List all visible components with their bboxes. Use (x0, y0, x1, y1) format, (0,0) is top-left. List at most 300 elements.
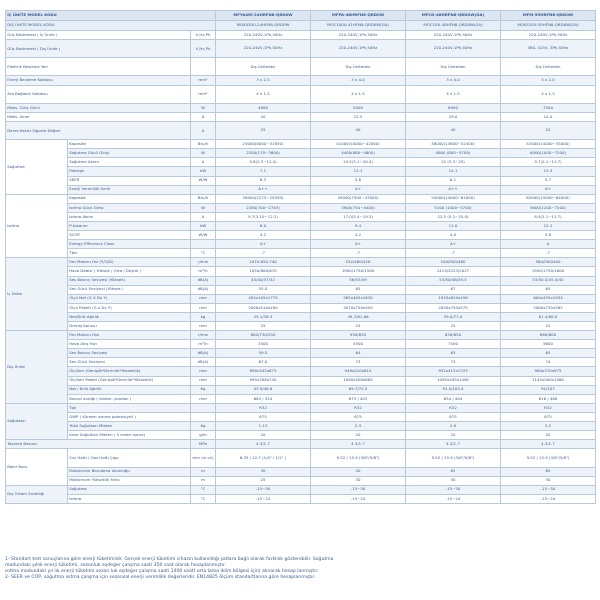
spec-value: 7.1 (216, 167, 311, 176)
section-label: Dış Ortam Sıcaklığı (6, 485, 68, 503)
spec-value: 5100 (1000~5700) (406, 203, 501, 212)
spec-value: 65 (311, 285, 406, 294)
spec-row (6, 31, 596, 40)
spec-value: 1900/1750/1500 (311, 267, 406, 276)
spec-row (6, 267, 596, 276)
spec-value: 1145x500x1080 (501, 376, 596, 385)
spec-unit (191, 240, 216, 249)
spec-value: 67 (406, 285, 501, 294)
spec-value: 800/730/550 (216, 331, 311, 340)
spec-value: 675 (216, 412, 311, 421)
spec-label: Maks. Giriş Gücü (6, 103, 191, 112)
spec-value: 11.0 (406, 221, 501, 230)
model-code: MOC10U-48HFN8-QRD0W(GA) (406, 21, 501, 31)
footnote-line: ısıtma modundaki yıl lık enerji tüketimi sezon luk eşdeğer çalışma saati 1400 saat( orta lama iklim bölgesi için) alınarak hesap lanmıştır. (5, 569, 319, 574)
spec-label: Net / Brüt Ağırlık (68, 385, 191, 394)
spec-label: Ses Basınç Seviyesi (68, 349, 191, 358)
spec-value: 22.5 (311, 112, 406, 121)
spec-unit: r/min (191, 258, 216, 267)
spec-unit: mm (191, 376, 216, 385)
spec-row (6, 349, 596, 358)
spec-value: 4.2 (216, 231, 311, 240)
spec-value: 675 (501, 412, 596, 421)
spec-unit: V,Hz,Ph (191, 40, 216, 58)
spec-row (6, 121, 596, 139)
spec-value: 4.3/1.7 (216, 440, 311, 449)
spec-label: Ölçü Net (G X Dx Y) (68, 294, 191, 303)
spec-row (6, 185, 596, 194)
spec-unit: A (191, 112, 216, 121)
spec-label: Konsol aralığı ( önden- yandan ) (68, 394, 191, 403)
spec-unit: A (191, 158, 216, 167)
spec-label: Soğutma Gücü Girişi (68, 149, 191, 158)
spec-value: 4.0 (406, 231, 501, 240)
spec-value: 63 (406, 349, 501, 358)
model-code: MOX320U-55HFN8-QRD0W(GA) (501, 21, 596, 31)
spec-label: Isıtma Gücü Girişi (68, 203, 191, 212)
spec-value: 220-240V,1Ph,50Hz (216, 40, 311, 58)
footnote-line: modundaki yıllık enerji tüketimi, sezonluk eşdeğer çalışma saati 350 saat olarak hesaplanmıştır. (5, 563, 226, 568)
spec-row (6, 76, 596, 85)
footnote-line: 1- Standart test sonuçlarına göre enerji tüketimidir. Gerçek enerji tüketimi cihazın kullanıldığı şatlara bağlı olarak farklılık gösterebilir. Soğutma (5, 557, 334, 562)
spec-value: 9.52 / 15.9 (3/8"/5/8") (311, 449, 406, 467)
spec-value: 2.9 (406, 422, 501, 431)
spec-value: 9.7(3.10~12.2) (216, 212, 311, 221)
spec-value: 1095x495x1490 (406, 376, 501, 385)
spec-value: 15.3 (501, 167, 596, 176)
spec-label: Maksimum Yükseklik Farkı (68, 476, 191, 485)
spec-value: 2050x750x575 (406, 303, 501, 312)
spec-value: 4.3/1.7 (501, 440, 596, 449)
spec-label: Isıtma Akımı (68, 212, 191, 221)
header-label: İÇ ÜNİTE MODEL KODU (6, 11, 216, 21)
model-code: MFYA4RI-24HRFN8-QRD0W (216, 11, 311, 21)
spec-value: A+ (311, 240, 406, 249)
spec-row (6, 449, 596, 467)
spec-value: 220-240V,1Ph,50Hz (216, 31, 311, 40)
spec-value: 3.2 (501, 422, 596, 431)
spec-value: 65 (501, 467, 596, 476)
spec-value: 540/500/460 (406, 258, 501, 267)
spec-unit: r/min (191, 331, 216, 340)
spec-value: A+ (216, 240, 311, 249)
spec-unit (191, 403, 216, 412)
spec-value: 26000(2275~29350) (216, 194, 311, 203)
spec-unit: kW (191, 221, 216, 230)
spec-label: Ses Gücü Seviyesi (Yüksek ) (68, 285, 191, 294)
spec-unit: W (191, 203, 216, 212)
spec-label: Kapasite (68, 194, 191, 203)
spec-unit: Kg (191, 422, 216, 431)
spec-label: İlave Soğutkan Miktarı ( 5 mden sonra) (68, 431, 191, 440)
spec-row (6, 494, 596, 503)
spec-value: Dış Üniteden (216, 58, 311, 76)
spec-value: 14.1 (406, 167, 501, 176)
spec-value: 40 (311, 121, 406, 139)
spec-label: Yükü Soğutkan Miktarı (68, 422, 191, 431)
spec-value: 30 (311, 476, 406, 485)
spec-value: 5 x 2.0 (501, 76, 596, 85)
spec-unit: Kg (191, 385, 216, 394)
spec-row (6, 394, 596, 403)
spec-value: 890x342x673 (216, 367, 311, 376)
spec-value: 673 / 403 (311, 394, 406, 403)
spec-value: 405x105x1775 (216, 294, 311, 303)
spec-label: Enerji Besleme Kablosu (6, 76, 191, 85)
spec-value: 30 (406, 476, 501, 485)
spec-label: SCOP (68, 231, 191, 240)
model-code: MFPA-48HRFN8-QRD0W (311, 11, 406, 21)
spec-value: 952x415x1333 (406, 367, 501, 376)
spec-unit: m³/h (191, 340, 216, 349)
spec-value: 73 (406, 358, 501, 367)
section-label: İç Ünite (6, 258, 68, 331)
spec-value: 4.2 (311, 231, 406, 240)
spec-label: Enerji Verimlilik Sınıfı (68, 185, 191, 194)
spec-value: -7 (501, 249, 596, 258)
spec-value: 5.8 (311, 176, 406, 185)
spec-value: 73 (311, 358, 406, 367)
spec-value: 29.0 (406, 112, 501, 121)
spec-value: 25 (311, 322, 406, 331)
spec-unit: mm (191, 294, 216, 303)
spec-row (6, 367, 596, 376)
spec-unit: W (191, 149, 216, 158)
spec-value: 14.0 (501, 112, 596, 121)
spec-value: 2080x735x585 (501, 303, 596, 312)
spec-value: -15~24 (311, 494, 406, 503)
spec-value: 220-240V,1Ph,50Hz (311, 40, 406, 58)
spec-unit: dB(A) (191, 349, 216, 358)
spec-value: 9.52 / 15.9 (3/8"/5/8") (406, 449, 501, 467)
spec-unit: mm (191, 367, 216, 376)
header2-row (6, 21, 596, 31)
spec-label: Tbiv (68, 249, 191, 258)
spec-value: 20 (501, 431, 596, 440)
spec-label: Ara Bağlantı Kablosu (6, 85, 191, 103)
spec-value: 3500 (216, 340, 311, 349)
spec-row (6, 340, 596, 349)
spec-value: 25 (501, 121, 596, 139)
spec-label: Maksimum Borulama Uzunluğu (68, 467, 191, 476)
spec-row (6, 212, 596, 221)
header2-label: DIŞ ÜNİTE MODEL KODU (6, 21, 216, 31)
spec-unit (191, 185, 216, 194)
spec-label: Hava Akış Hızı (68, 340, 191, 349)
spec-unit: °C (191, 249, 216, 258)
spec-row (6, 167, 596, 176)
spec-row (6, 385, 596, 394)
spec-value: 6.0 (216, 221, 311, 230)
spec-value: 12.1 (501, 221, 596, 230)
spec-value: A+ (311, 185, 406, 194)
spec-value: 1050/800/670 (216, 267, 311, 276)
spec-value: R32 (216, 403, 311, 412)
spec-value: 9.7(2.1~11.7) (501, 158, 596, 167)
spec-table-body (6, 11, 596, 504)
spec-value: 675 (311, 412, 406, 421)
spec-row (6, 303, 596, 312)
spec-value: 585x405x1830 (311, 294, 406, 303)
spec-value: 995x398x740 (216, 376, 311, 385)
spec-value: 3 x 2.5 (216, 76, 311, 85)
spec-unit: °C (191, 494, 216, 503)
spec-value: 9.4 (311, 221, 406, 230)
spec-row (6, 221, 596, 230)
spec-value: A+ (501, 185, 596, 194)
spec-row (6, 149, 596, 158)
section-label: Dış Ünite (6, 331, 68, 404)
spec-value: 65 (501, 285, 596, 294)
spec-unit: mm (191, 303, 216, 312)
spec-value: 2200(170~3800) (216, 149, 311, 158)
spec-value: A+ (406, 240, 501, 249)
spec-row (6, 240, 596, 249)
spec-unit: A (191, 121, 216, 139)
spec-value: 22.5 (5.2~25.0) (406, 212, 501, 221)
spec-value: 52000(14000~55000) (501, 140, 596, 149)
spec-value: -7 (311, 249, 406, 258)
spec-value: 1090x500x885 (311, 376, 406, 385)
spec-value: Dış Üniteden (501, 58, 596, 76)
spec-value: 532/480/428 (311, 258, 406, 267)
spec-value: 220-240V,1Ph,50Hz (406, 31, 501, 40)
spec-unit: °C (191, 485, 216, 494)
spec-row (6, 85, 596, 103)
spec-value: 5500 (311, 340, 406, 349)
spec-row (6, 40, 596, 58)
spec-value: -7 (406, 249, 501, 258)
spec-row (6, 431, 596, 440)
spec-row (6, 158, 596, 167)
spec-value: 74 (501, 358, 596, 367)
spec-value: 634 / 404 (406, 394, 501, 403)
spec-value: 6.35 / 12.7 (1/4" / 1/2" ) (216, 449, 311, 467)
spec-label: Soğutma (68, 485, 191, 494)
spec-unit: W/W (191, 176, 216, 185)
spec-label: Pdesign (68, 167, 191, 176)
spec-unit: m³/h (191, 267, 216, 276)
spec-value: 25 (216, 322, 311, 331)
spec-label: Ölçüleri Paketi (Genişlik*Derinlik*Yükseklik) (68, 376, 191, 385)
spec-value: -15~24 (501, 494, 596, 503)
spec-value: 3 x 4.0 (311, 76, 406, 85)
header-row (6, 11, 596, 21)
spec-unit: mm (191, 322, 216, 331)
spec-row (6, 440, 596, 449)
spec-value: 5000 (311, 103, 406, 112)
spec-row (6, 285, 596, 294)
spec-value: 91.5/105.4 (406, 385, 501, 394)
spec-value: 7500 (406, 340, 501, 349)
spec-value: 22 (3.3~25) (406, 158, 501, 167)
spec-value: 53/50.5/45.5/40 (501, 276, 596, 285)
spec-value: 220-240V,1Ph,50Hz (406, 40, 501, 58)
section-label: Soğutkan (6, 403, 68, 439)
spec-value: 69.7/75.5 (311, 385, 406, 394)
spec-value: 61.4/80.0 (501, 312, 596, 321)
spec-value: 5.7 (501, 176, 596, 185)
spec-value: 4 x 1.5 (406, 85, 501, 103)
spec-label: Elektrik Besleme Yeri (6, 58, 191, 76)
spec-value: Dış Üniteden (406, 58, 501, 76)
spec-value: 56/53/49 (311, 276, 406, 285)
spec-row (6, 322, 596, 331)
spec-table (5, 10, 596, 504)
spec-unit (191, 58, 216, 76)
spec-value: Dış Üniteden (311, 58, 406, 76)
spec-sheet (5, 10, 595, 504)
spec-value: 3 x 4.0 (406, 76, 501, 85)
section-label: Soğutma (6, 140, 68, 195)
spec-value: 17.0(3.4~19.3) (311, 212, 406, 221)
spec-value: -15~50 (311, 485, 406, 494)
spec-value: -15~24 (406, 494, 501, 503)
spec-value: 6900 (406, 103, 501, 112)
spec-label: Ölçüleri (Genişlik*Derinlik*Yükseklik) (68, 367, 191, 376)
spec-label: Güç Beslemesi ( İç Ünite ) (6, 31, 191, 40)
spec-value: 4 x 1.5 (501, 85, 596, 103)
spec-row (6, 331, 596, 340)
spec-row (6, 249, 596, 258)
spec-unit: m (191, 467, 216, 476)
spec-value: A++ (406, 185, 501, 194)
spec-value: 2000x510x490 (216, 303, 311, 312)
spec-row (6, 112, 596, 121)
spec-value: 580/500/400 (501, 258, 596, 267)
spec-value: 92/107 (501, 385, 596, 394)
spec-value: 19.5(3.1~20.4) (311, 158, 406, 167)
spec-value: 25 (216, 476, 311, 485)
spec-value: 1935x629x456 (406, 294, 501, 303)
spec-value: 9.8(2.3~12.4) (216, 158, 311, 167)
spec-row (6, 294, 596, 303)
spec-value: 946x410x810 (311, 367, 406, 376)
model-code: MFM-55HRFN8-QRD0W (501, 11, 596, 21)
spec-value: 50 (311, 467, 406, 476)
spec-value: 5600(1200~7200) (501, 203, 596, 212)
spec-value: 4.3/1.7 (406, 440, 501, 449)
spec-value: 55000(14000~61000) (406, 194, 501, 203)
spec-label: Maks. Akım (6, 112, 191, 121)
footnotes (5, 557, 595, 581)
spec-row (6, 103, 596, 112)
spec-unit: g/m (191, 431, 216, 440)
spec-value: 24000(8000~31850) (216, 140, 311, 149)
spec-value: 3900(750~4400) (311, 203, 406, 212)
spec-value: 663 / 354 (216, 394, 311, 403)
spec-value: 8.5(2.1~11.7) (501, 212, 596, 221)
spec-label: SEER (68, 176, 191, 185)
spec-value: 2070x750x550 (311, 303, 406, 312)
spec-value: 20 (406, 431, 501, 440)
spec-row (6, 58, 596, 76)
spec-label: GWP ( Küresel ısınma potansiyeli ) (68, 412, 191, 421)
spec-value: 7500 (501, 103, 596, 112)
spec-value: 62000(15000~64000) (501, 194, 596, 203)
spec-label: Net/Brüt Ağırlık (68, 312, 191, 321)
spec-value: 53/50/48/39.5 (406, 276, 501, 285)
spec-row (6, 194, 596, 203)
spec-row (6, 476, 596, 485)
spec-label: Fan Motoru Hız (Y/O/D) (68, 258, 191, 267)
spec-value: -15~50 (406, 485, 501, 494)
spec-unit: dB(A) (191, 276, 216, 285)
spec-value: 1070-850-740 (216, 258, 311, 267)
spec-unit: A (191, 212, 216, 221)
spec-label: Tipi (68, 403, 191, 412)
spec-row (6, 258, 596, 267)
spec-unit: mm (in ch) (191, 449, 216, 467)
spec-label: Sıvı Hattı / Gaz Hattı Çapı (68, 449, 191, 467)
spec-label: Energy Efficiency Class (68, 240, 191, 249)
spec-value: 43.9/46.8 (216, 385, 311, 394)
spec-value: 41000(10000~42000) (311, 140, 406, 149)
spec-value: 65 (406, 467, 501, 476)
spec-value: 30 (501, 476, 596, 485)
spec-unit: V,Hz,Ph (191, 31, 216, 40)
spec-value: 30 (216, 467, 311, 476)
spec-value: A++ (216, 185, 311, 194)
spec-value: 4.3/1.7 (311, 440, 406, 449)
spec-value: 2413/2223/2027 (406, 267, 501, 276)
spec-value: 4800 (800~5700) (406, 149, 501, 158)
spec-unit: mm² (191, 85, 216, 103)
section-label: Bakır Boru (6, 449, 68, 485)
spec-row (6, 140, 596, 149)
spec-label: Fan Motoru Hızı (68, 331, 191, 340)
spec-unit (191, 412, 216, 421)
spec-value: 980x370x975 (501, 367, 596, 376)
spec-value: 12.1 (311, 167, 406, 176)
spec-label: Ses Basınç Seviyesi (Yüksek) (68, 276, 191, 285)
footnote-line: 2- SEER ve COP, soğutma ısıtma çalışma için sezonsal enerji verimlilik değerleridir. EN14825 ölçüm standartlarına göre hesaplanmıştır. (5, 575, 316, 580)
spec-row (6, 485, 596, 494)
spec-label: Güç Beslemesi ( Dış Ünite ) (6, 40, 191, 58)
spec-value: 64 (311, 349, 406, 358)
spec-value: -15~24 (216, 494, 311, 503)
spec-row (6, 203, 596, 212)
spec-label: Kapasite (68, 140, 191, 149)
spec-value: 4 x 1.5 (311, 85, 406, 103)
spec-value: 380, 415V, 3Ph,50Hz (501, 40, 596, 58)
spec-label: Drenaj borusu (68, 322, 191, 331)
spec-unit: dB(A) (191, 358, 216, 367)
spec-label: Soğutma Akımı (68, 158, 191, 167)
spec-value: -15~50 (501, 485, 596, 494)
spec-value: 2180(700~2745) (216, 203, 311, 212)
spec-value: 9.52 / 15.9 (3/8"/5/8") (501, 449, 596, 467)
spec-value: 830/650 (406, 331, 501, 340)
model-code: MOC100U-41HFN8-QRD0W(GA) (311, 21, 406, 31)
spec-label: Isıtma (68, 494, 191, 503)
spec-value: 20 (216, 112, 311, 121)
spec-unit: Btu/h (191, 140, 216, 149)
spec-unit: W (191, 103, 216, 112)
spec-row (6, 276, 596, 285)
spec-value: 616 / 480 (501, 394, 596, 403)
spec-value: 860/800 (501, 331, 596, 340)
spec-unit: mm (191, 394, 216, 403)
spec-row (6, 412, 596, 421)
spec-value: 25 (216, 121, 311, 139)
spec-unit: mm² (191, 76, 216, 85)
spec-value: 600x455x1934 (501, 294, 596, 303)
spec-value: 48000(13600~52400) (406, 140, 501, 149)
spec-unit: kW (191, 167, 216, 176)
spec-label: Ses Gücü Seviyesi (68, 358, 191, 367)
section-label: Isıtma (6, 194, 68, 258)
